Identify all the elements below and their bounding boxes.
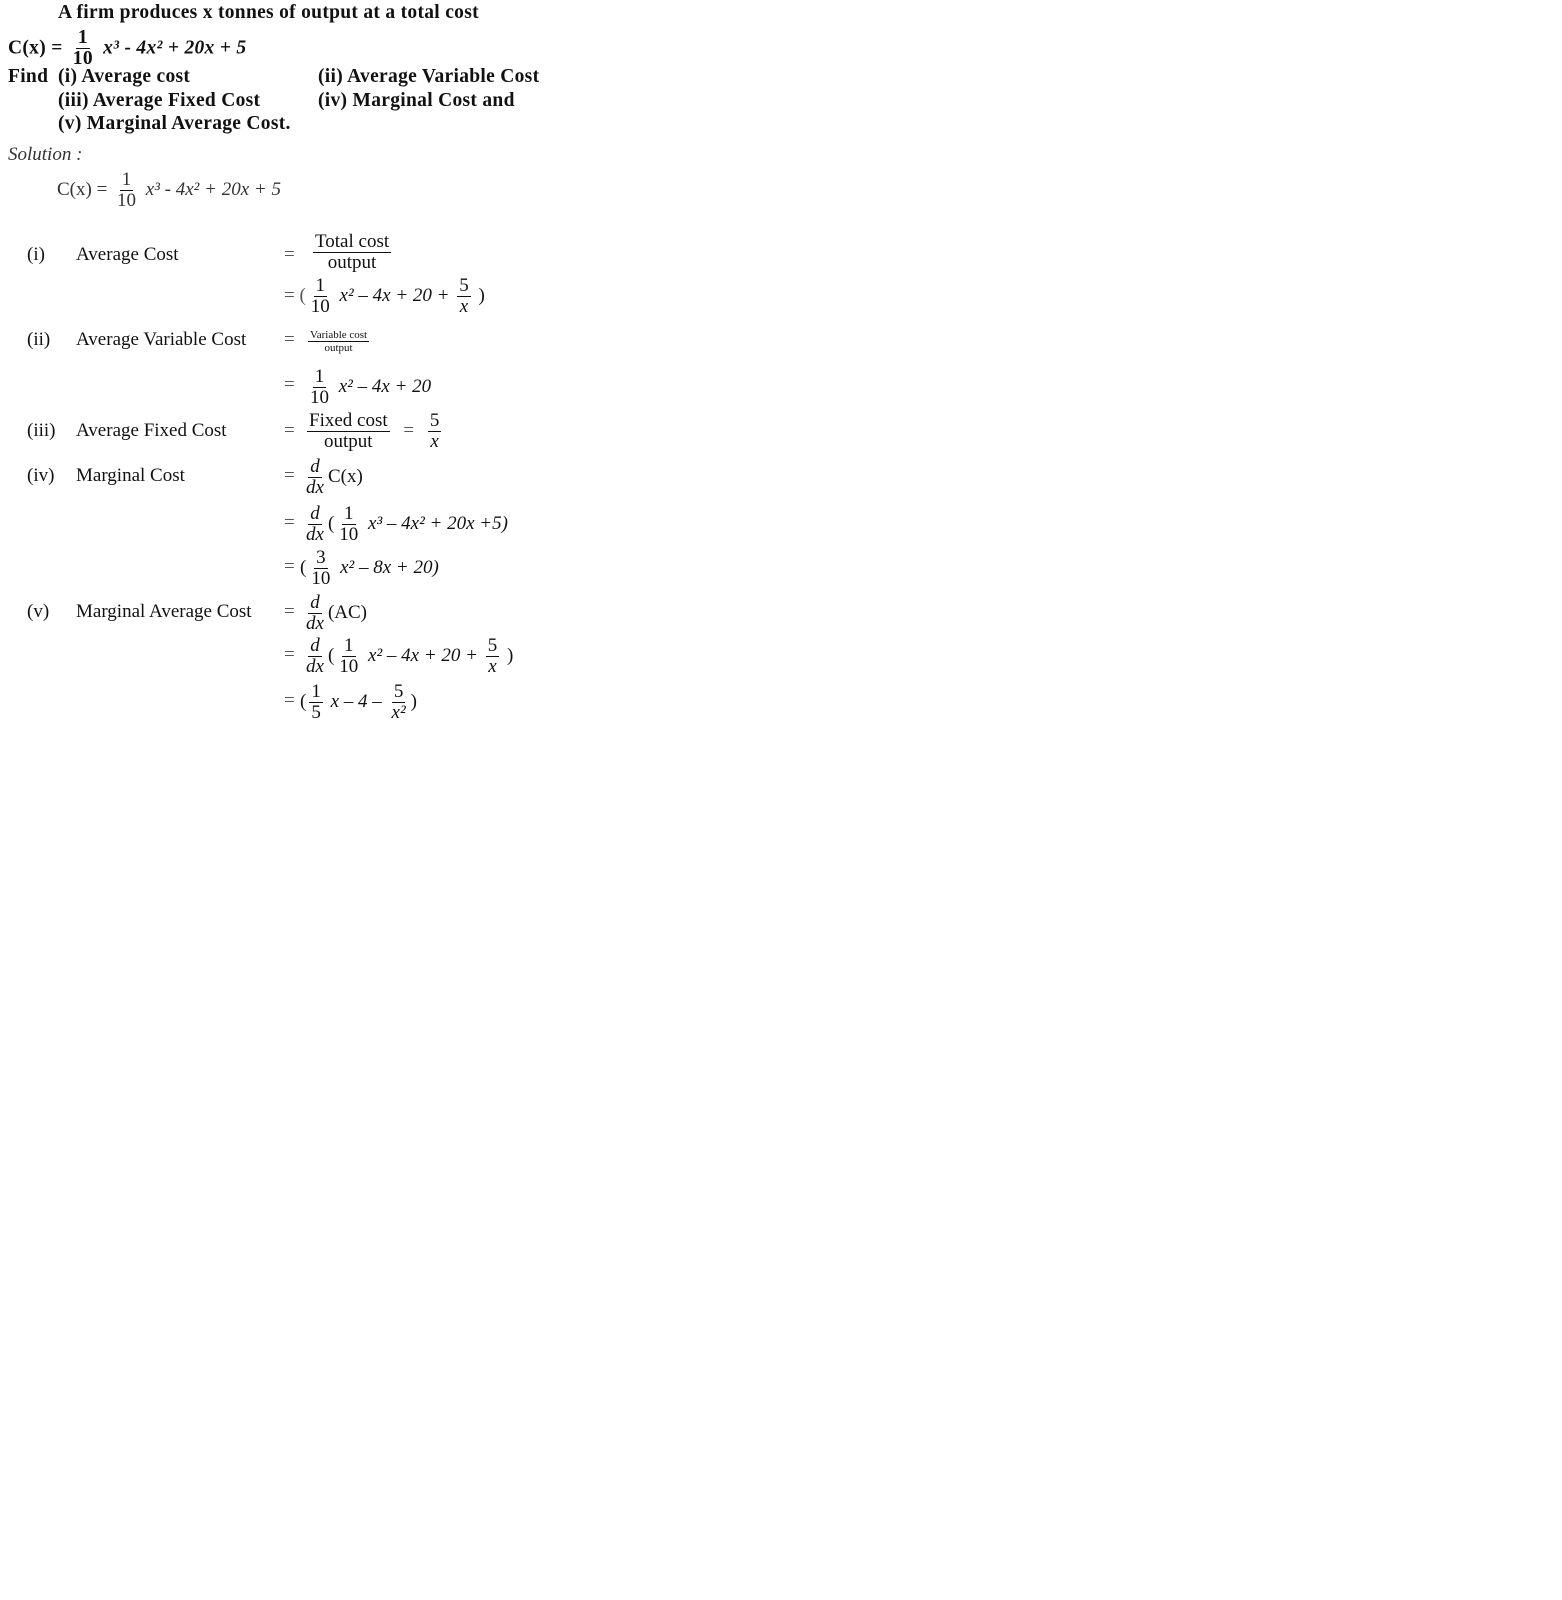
part-iv-number: (iv): [27, 465, 55, 486]
part-v-equals-3: =: [284, 690, 295, 711]
given-fraction: $\frac{1}{10}$: [117, 169, 137, 211]
find-item-1: (i) Average cost: [58, 66, 191, 87]
cost-rest: x³ - 4x² + 20x + 5: [103, 37, 247, 59]
part-iv-line-3: ( $\frac{3}{10}$ x² – 8x + 20): [300, 547, 439, 589]
part-v-line-3: ( $\frac{1}{5}$ x – 4 – $\frac{5}{\text{x²}}$ ): [300, 681, 417, 723]
part-iv-label: Marginal Cost: [76, 465, 185, 486]
part-iii-equals: =: [284, 420, 295, 441]
part-iii-label: Average Fixed Cost: [76, 420, 227, 441]
part-i-equals: =: [284, 244, 295, 265]
part-ii-line-1: $\frac{\text{Variable cost}}{\text{output}}$: [310, 329, 368, 355]
part-ii-equals-2: =: [284, 374, 295, 395]
part-v-line-2: $\frac{d}{dx}$ ( $\frac{1}{10}$ x² – 4x + 20 + $\frac{5}{x}$ ): [306, 635, 514, 677]
part-iv-line-1: $\frac{d}{dx}$ C(x): [306, 456, 363, 498]
problem-cost-function: [8, 28, 246, 70]
part-v-equals: =: [284, 601, 295, 622]
solution-given: C(x) = $\frac{1}{10}$ x³ - 4x² + 20x + 5: [57, 169, 281, 211]
part-ii-label: Average Variable Cost: [76, 329, 247, 350]
part-v-line-1: $\frac{d}{dx}$ (AC): [306, 592, 367, 634]
part-v-number: (v): [27, 601, 50, 622]
find-item-3: (iii) Average Fixed Cost: [58, 90, 261, 111]
part-i-line-2: = ( $\frac{1}{10}$ x² – 4x + 20 + $\frac{5}{x}$ ): [284, 275, 485, 317]
part-i-label: Average Cost: [76, 244, 179, 265]
part-iii-line-1: $\frac{\text{Fixed cost}}{\text{output}}$ = $\frac{5}{x}$: [309, 410, 440, 452]
problem-intro: A firm produces x tonnes of output at a total cost: [58, 2, 479, 23]
find-item-4: (iv) Marginal Cost and: [318, 90, 515, 111]
part-ii-line-2: $\frac{1}{10}$ x² – 4x + 20: [310, 366, 432, 408]
part-ii-number: (ii): [27, 329, 51, 350]
cost-lhs: C(x) =: [8, 37, 63, 59]
part-iv-equals: =: [284, 465, 295, 486]
part-iii-number: (iii): [27, 420, 56, 441]
part-iv-equals-2: =: [284, 512, 295, 533]
part-ii-equals: =: [284, 329, 295, 350]
part-iv-line-2: $\frac{d}{dx}$ ( $\frac{1}{10}$ x³ – 4x² + 20x +5): [306, 503, 508, 545]
find-item-5: (v) Marginal Average Cost.: [58, 113, 291, 134]
part-v-equals-2: =: [284, 644, 295, 665]
solution-heading: Solution :: [8, 144, 83, 165]
part-i-number: (i): [27, 244, 45, 265]
cost-fraction: $\frac{1}{10}$: [72, 27, 93, 70]
part-iv-equals-3: =: [284, 556, 295, 577]
find-item-2: (ii) Average Variable Cost: [318, 66, 540, 87]
part-i-line-1: $\frac{\text{Total cost}}{\text{output}}$: [315, 231, 390, 273]
part-v-label: Marginal Average Cost: [76, 601, 252, 622]
find-label: Find: [8, 66, 49, 87]
